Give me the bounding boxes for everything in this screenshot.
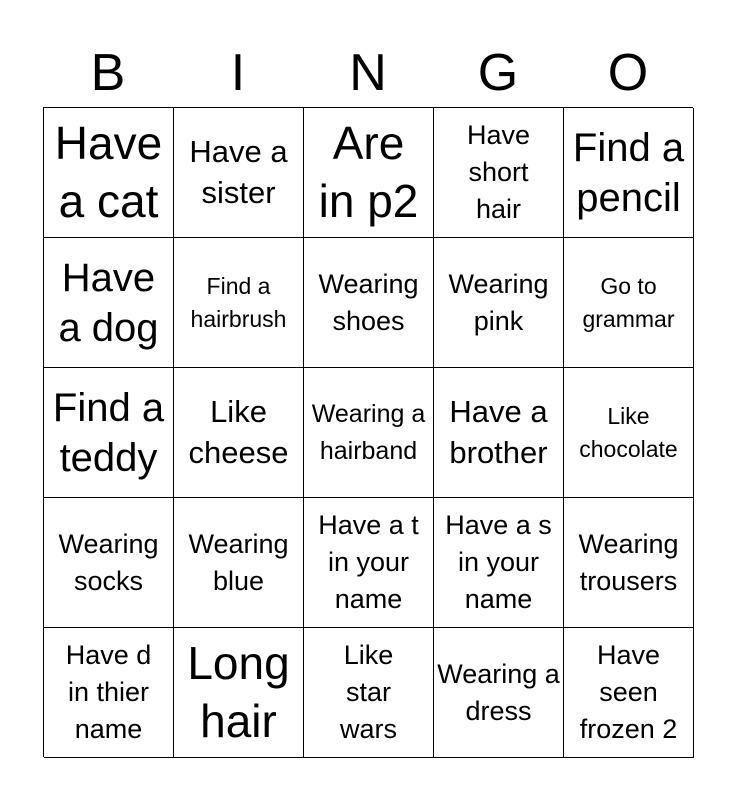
- cell-text: Like chocolate: [579, 403, 678, 462]
- bingo-cell[interactable]: [564, 368, 694, 498]
- bingo-cell[interactable]: [434, 238, 564, 368]
- cell-text: Have a s in your name: [445, 510, 552, 614]
- cell-text: Have a cat: [54, 117, 163, 227]
- bingo-cell[interactable]: [564, 628, 694, 758]
- bingo-cell[interactable]: [564, 498, 694, 628]
- bingo-cell[interactable]: [174, 498, 304, 628]
- bingo-card-grid: [43, 107, 693, 757]
- bingo-cell[interactable]: [304, 628, 434, 758]
- bingo-cell[interactable]: [304, 498, 434, 628]
- cell-text: Have seen frozen 2: [579, 640, 678, 744]
- cell-text: Long hair: [187, 637, 290, 747]
- cell-text: Have a sister: [189, 133, 288, 210]
- cell-text: Have a dog: [58, 255, 159, 350]
- bingo-cell[interactable]: [174, 368, 304, 498]
- bingo-cell[interactable]: [434, 108, 564, 238]
- header-letter-o: O: [607, 44, 649, 102]
- cell-text: Wearing a dress: [437, 658, 560, 726]
- cell-text: Find a pencil: [572, 125, 685, 220]
- cell-text: Like star wars: [339, 640, 397, 744]
- bingo-cell[interactable]: [174, 108, 304, 238]
- cell-text: Wearing trousers: [578, 528, 679, 596]
- bingo-cell[interactable]: [564, 238, 694, 368]
- bingo-cell[interactable]: [44, 108, 174, 238]
- bingo-cell[interactable]: [304, 108, 434, 238]
- bingo-cell[interactable]: [44, 238, 174, 368]
- bingo-cell[interactable]: [564, 108, 694, 238]
- bingo-cell[interactable]: [174, 628, 304, 758]
- cell-text: Have short hair: [466, 120, 531, 224]
- cell-text: Are in p2: [318, 117, 419, 227]
- bingo-header: [43, 40, 693, 106]
- cell-text: Wearing a hairband: [311, 400, 426, 465]
- bingo-cell[interactable]: [44, 628, 174, 758]
- cell-text: Wearing blue: [188, 528, 289, 596]
- cell-text: Wearing socks: [58, 528, 159, 596]
- cell-text: Have a brother: [449, 393, 548, 470]
- bingo-cell[interactable]: [434, 498, 564, 628]
- bingo-cell[interactable]: [44, 498, 174, 628]
- bingo-cell[interactable]: [434, 628, 564, 758]
- bingo-cell[interactable]: [44, 368, 174, 498]
- bingo-cell[interactable]: [304, 368, 434, 498]
- bingo-cell[interactable]: [434, 368, 564, 498]
- cell-text: Have a t in your name: [318, 510, 419, 614]
- cell-text: Have d in thier name: [65, 640, 152, 744]
- header-letter-g: G: [477, 44, 519, 102]
- cell-text: Find a teddy: [52, 385, 165, 480]
- header-letter-b: B: [90, 44, 126, 102]
- cell-text: Wearing shoes: [318, 268, 419, 336]
- bingo-cell[interactable]: [304, 238, 434, 368]
- cell-text: Like cheese: [188, 393, 289, 470]
- header-letter-n: N: [349, 44, 387, 102]
- cell-text: Wearing pink: [448, 268, 549, 336]
- cell-text: Go to grammar: [582, 273, 675, 332]
- cell-text: Find a hairbrush: [190, 273, 287, 332]
- bingo-cell[interactable]: [174, 238, 304, 368]
- header-letter-i: I: [230, 44, 246, 102]
